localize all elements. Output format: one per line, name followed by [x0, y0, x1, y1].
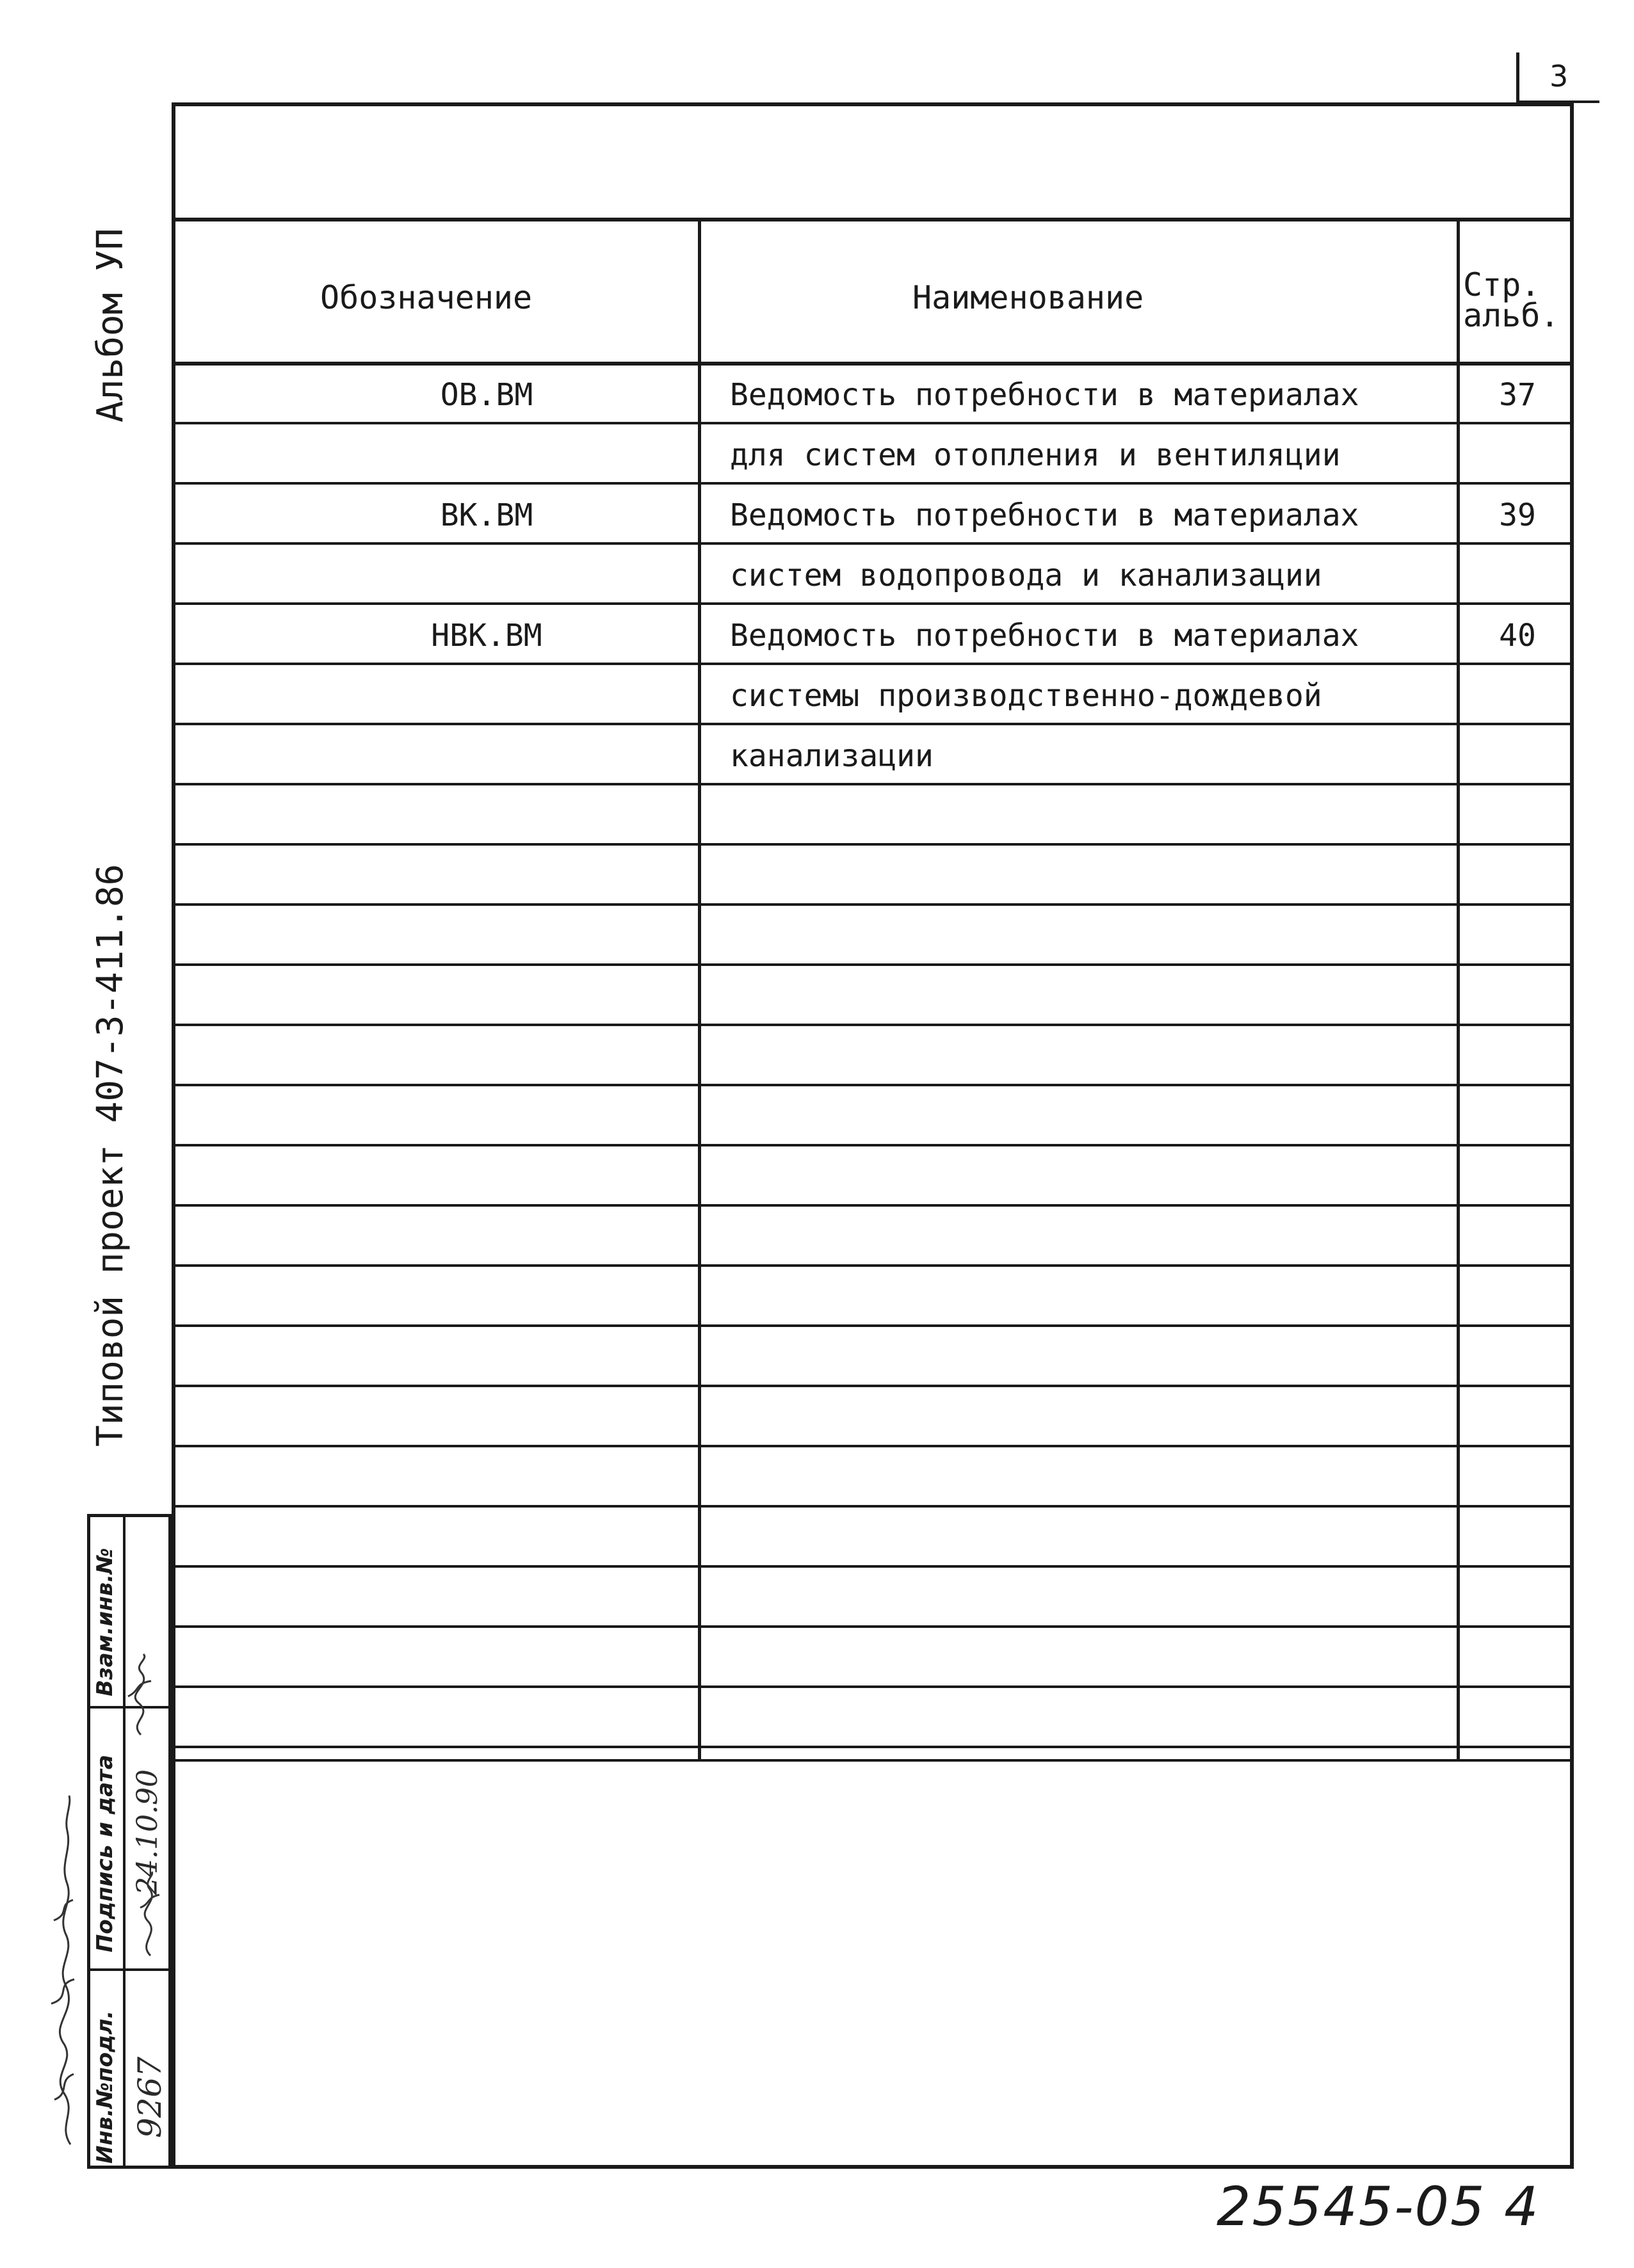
row-line: [172, 542, 1574, 545]
album-label: Альбом УП: [90, 228, 131, 422]
row-line: [172, 843, 1574, 846]
stamp-date-value: 24.10.90: [131, 1769, 164, 1895]
row-line: [172, 1565, 1574, 1568]
col-divider-1: [698, 218, 701, 1760]
row-line: [172, 963, 1574, 966]
row-name: для систем отопления и вентиляции: [730, 437, 1341, 473]
header-designation: Обозначение: [320, 279, 533, 316]
table-bottom-line: [172, 1759, 1574, 1762]
row-name: Ведомость потребности в материалах: [730, 497, 1359, 533]
page-number-divider: [1516, 52, 1519, 104]
row-line: [172, 1084, 1574, 1086]
row-designation: ОВ.ВМ: [440, 377, 533, 413]
header-bottom-line: [172, 362, 1574, 366]
stamp-inv-value: 9267: [131, 2056, 168, 2138]
row-line: [172, 1385, 1574, 1387]
row-page: 40: [1499, 618, 1536, 654]
table-top-line: [172, 218, 1574, 221]
row-line: [172, 1685, 1574, 1688]
signature-in-stamp: [131, 1869, 166, 1959]
row-name: Ведомость потребности в материалах: [730, 618, 1359, 654]
row-line: [172, 1746, 1574, 1748]
header-page-line2: альб.: [1463, 297, 1560, 334]
row-line: [172, 1625, 1574, 1628]
row-line: [172, 1445, 1574, 1447]
row-line: [172, 1144, 1574, 1146]
stamp-inner-divider: [123, 1514, 125, 2169]
row-name: Ведомость потребности в материалах: [730, 377, 1359, 413]
row-line: [172, 602, 1574, 605]
row-name: систем водопровода и канализации: [730, 558, 1322, 593]
stamp-row-divider-2: [87, 1968, 172, 1971]
row-line: [172, 422, 1574, 424]
header-name: Наименование: [912, 279, 1144, 316]
row-designation: НВК.ВМ: [431, 618, 542, 654]
row-line: [172, 723, 1574, 725]
signature-top: [115, 1652, 166, 1741]
col-divider-2: [1457, 218, 1460, 1760]
row-page: 37: [1499, 377, 1536, 413]
row-line: [172, 783, 1574, 785]
signature-side: [32, 1792, 90, 2151]
row-name: канализации: [730, 738, 934, 774]
row-page: 39: [1499, 497, 1536, 533]
row-line: [172, 482, 1574, 485]
stamp-inv-orig: Инв.№подл.: [92, 2010, 118, 2164]
row-line: [172, 903, 1574, 906]
document-number: 25545-05 4: [1217, 2175, 1540, 2238]
row-line: [172, 663, 1574, 665]
row-designation: ВК.ВМ: [440, 497, 533, 533]
project-label: Типовой проект 407-3-411.86: [90, 864, 131, 1447]
row-line: [172, 1324, 1574, 1327]
stamp-vzam-inv: Взам.инв.№: [92, 1548, 118, 1696]
row-line: [172, 1024, 1574, 1026]
row-name: системы производственно-дождевой: [730, 678, 1322, 714]
row-line: [172, 1264, 1574, 1267]
row-line: [172, 1505, 1574, 1508]
row-line: [172, 1204, 1574, 1207]
stamp-sign-date: Подпись и дата: [92, 1755, 118, 1952]
page-number: 3: [1549, 59, 1569, 93]
header-page-line1: Стр.: [1463, 266, 1541, 303]
